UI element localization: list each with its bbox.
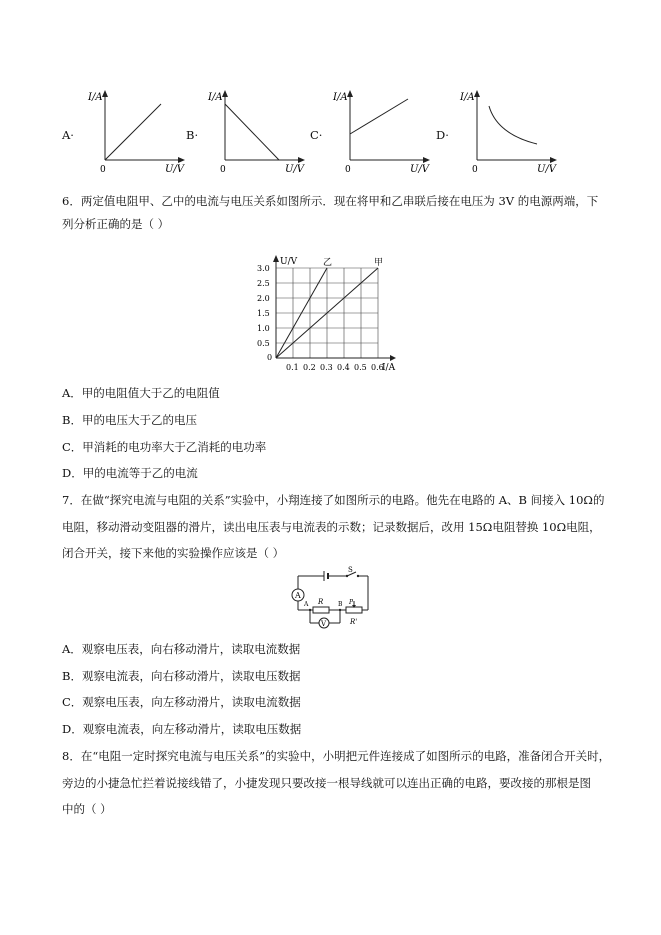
q5-option-c-label: C· (310, 128, 323, 142)
q7-option-a[interactable]: A．观察电压表，向右移动滑片，读取电流数据 (62, 642, 301, 656)
point-b-label: B (338, 601, 343, 608)
x-label: U/V (537, 164, 557, 175)
q5-graph-d-svg (457, 88, 557, 178)
q6-chart (255, 250, 415, 375)
y-label: I/A (208, 92, 223, 103)
resistor-r (313, 607, 329, 613)
y-tick-label: 1.0 (257, 324, 270, 333)
x-tick-label: 0.6 (371, 363, 384, 372)
x-label: U/V (165, 164, 185, 175)
q6-stem-line-1: 6．两定值电阻甲、乙中的电流与电压关系如图所示．现在将甲和乙串联后接在电压为 3V 的电源两端，下 (62, 194, 599, 208)
y-axis-arrow (474, 90, 480, 97)
q8-stem-line-2: 旁边的小捷急忙拦着说接线错了，小捷发现只要改接一根导线就可以连出正确的电路，要改接的那根是图 (62, 776, 591, 790)
origin-label: 0 (345, 165, 351, 175)
ammeter-label: A (295, 591, 301, 600)
graph-line (225, 104, 279, 160)
x-tick-label: 0.3 (320, 363, 333, 372)
x-axis-arrow (423, 157, 430, 163)
q5-option-d-label: D· (436, 128, 449, 142)
y-axis-arrow (102, 90, 108, 97)
y-axis-arrow (273, 255, 279, 262)
q8-stem-line-1: 8．在“电阻一定时探究电流与电压关系”的实验中，小明把元件连接成了如图所示的电路，准备闭合开关时， (62, 749, 611, 763)
y-tick-label: 3.0 (257, 264, 270, 273)
chart-axes (267, 255, 396, 373)
q5-graph-c-svg (330, 88, 430, 178)
y-label: I/A (88, 92, 103, 103)
q5-graph-b-svg (205, 88, 305, 178)
voltmeter-label: V (321, 620, 327, 628)
x-tick-label: 0.5 (354, 363, 367, 372)
origin-label: 0 (100, 165, 106, 175)
x-tick-label: 0.4 (337, 363, 350, 372)
graph-curve (489, 106, 537, 144)
q8-stem-line-3: 中的（ ） (62, 802, 112, 816)
graph-line (350, 99, 408, 134)
q6-chart-svg (255, 250, 415, 375)
x-axis-label: I/A (382, 363, 396, 373)
q6-option-d[interactable]: D．甲的电流等于乙的电流 (62, 466, 198, 480)
q7-stem-line-3: 闭合开关，接下来他的实验操作应该是（ ） (62, 546, 285, 560)
x-axis-arrow (178, 157, 185, 163)
origin-label: 0 (267, 353, 273, 362)
series-label-1: 甲 (374, 258, 384, 268)
switch-label: S (348, 566, 353, 574)
q6-option-b[interactable]: B．甲的电压大于乙的电压 (62, 413, 197, 427)
q5-option-a-label: A· (62, 128, 74, 142)
y-tick-label: 2.0 (257, 294, 270, 303)
y-tick-label: 0.5 (257, 339, 270, 348)
origin-label: 0 (220, 165, 226, 175)
y-label: I/A (333, 92, 348, 103)
resistor-label: R (318, 598, 324, 606)
q7-circuit-svg (288, 566, 372, 632)
q7-circuit-diagram (288, 566, 372, 632)
q7-option-c[interactable]: C．观察电压表，向左移动滑片，读取电流数据 (62, 695, 301, 709)
q5-graph-d (457, 88, 587, 178)
x-label: U/V (285, 164, 305, 175)
q6-stem-line-2: 列分析正确的是（ ） (62, 217, 170, 231)
y-axis-arrow (347, 90, 353, 97)
origin-label: 0 (472, 165, 478, 175)
q7-option-d[interactable]: D．观察电流表，向左移动滑片，读取电压数据 (62, 722, 302, 736)
y-tick-label: 1.5 (257, 309, 270, 318)
x-axis-arrow (298, 157, 305, 163)
q6-option-a[interactable]: A．甲的电阻值大于乙的电阻值 (62, 386, 220, 400)
slider-label: P (349, 599, 354, 606)
y-axis-label: U/V (280, 257, 298, 267)
q7-option-b[interactable]: B．观察电流表，向右移动滑片，读取电压数据 (62, 669, 301, 683)
y-axis-arrow (222, 90, 228, 97)
point-a-label: A (304, 601, 309, 608)
x-tick-label: 0.1 (286, 363, 299, 372)
q7-stem-line-2: 电阻，移动滑动变阻器的滑片，读出电压表与电流表的示数；记录数据后，改用 15Ω电阻替换 10Ω电阻， (62, 520, 601, 534)
x-axis-arrow (550, 157, 557, 163)
rheostat-label: R' (350, 618, 358, 626)
q5-option-b-label: B· (186, 128, 199, 142)
q7-stem-line-1: 7．在做“探究电流与电阻的关系”实验中，小翔连接了如图所示的电路。他先在电路的 A、B 间接入 10Ω的 (62, 493, 605, 507)
series-label-0: 乙 (323, 258, 333, 268)
q5-graph-a-svg (85, 88, 185, 178)
y-label: I/A (460, 92, 475, 103)
y-tick-label: 2.5 (257, 279, 270, 288)
x-tick-label: 0.2 (303, 363, 316, 372)
x-axis-arrow (390, 355, 396, 361)
graph-line (105, 104, 161, 160)
x-label: U/V (410, 164, 430, 175)
q6-option-c[interactable]: C．甲消耗的电功率大于乙消耗的电功率 (62, 440, 267, 454)
